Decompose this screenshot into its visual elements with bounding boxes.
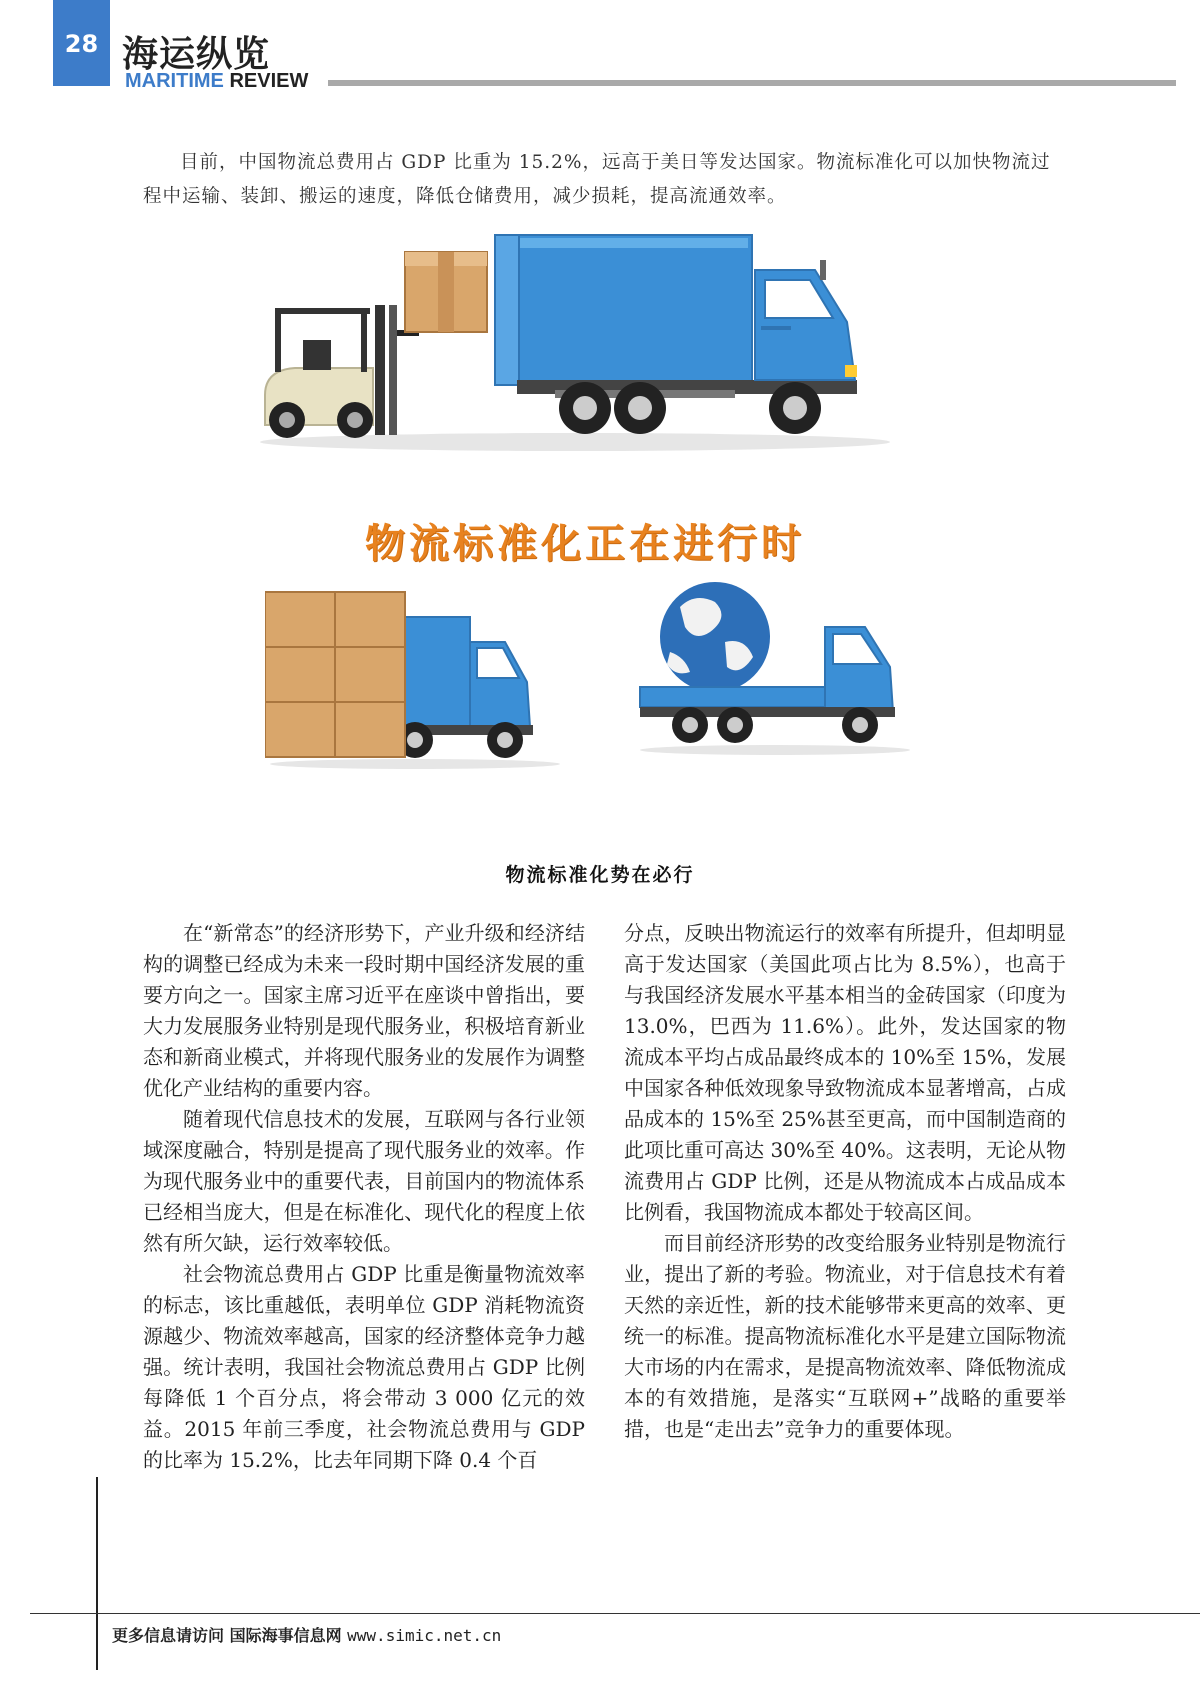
article-paragraph: 在“新常态”的经济形势下，产业升级和经济结构的调整已经成为未来一段时期中国经济发展的重要方向之一。国家主席习近平在座谈中曾指出，要大力发展服务业特别是现代服务业，积极培育新业态和新商业模式，并将现代服务业的发展作为调整优化产业结构的重要内容。 <box>143 921 585 1100</box>
subtitle-maritime: MARITIME <box>125 70 224 92</box>
footer-label: 更多信息请访问 国际海事信息网 <box>112 1626 342 1645</box>
globe-truck-illustration <box>635 582 920 772</box>
magazine-subtitle <box>125 70 308 93</box>
forklift-truck-illustration <box>255 230 895 455</box>
article-right-column <box>624 918 1066 1445</box>
magazine-title: 海运纵览 <box>122 34 271 75</box>
article-paragraph: 而目前经济形势的改变给服务业特别是物流行业，提出了新的考验。物流业，对于信息技术有着天然的亲近性，新的技术能够带来更高的效率、更统一的标准。提高物流标准化水平是建立国际物流大市场的内在需求，是提高物流效率、降低物流成本的有效措施，是落实“互联网+”战略的重要举措，也是“走出去”竞争力的重要体现。 <box>624 1231 1066 1441</box>
footer-rule <box>30 1613 1200 1614</box>
article-left-column <box>143 918 585 1476</box>
margin-rule <box>96 1477 98 1670</box>
footer-url[interactable]: www.simic.net.cn <box>347 1626 502 1645</box>
page-number: 28 <box>53 0 110 86</box>
banner-title: 物流标准化正在进行时 <box>365 521 805 567</box>
subtitle-review: REVIEW <box>229 70 309 92</box>
article-paragraph: 随着现代信息技术的发展，互联网与各行业领域深度融合，特别是提高了现代服务业的效率。作为现代服务业中的重要代表，目前国内的物流体系已经相当庞大，但是在标准化、现代化的程度上依然有所欠缺，运行效率较低。 <box>143 1107 585 1255</box>
intro-paragraph: 目前，中国物流总费用占 GDP 比重为 15.2%，远高于美日等发达国家。物流标准化可以加快物流过程中运输、装卸、搬运的速度，降低仓储费用，减少损耗，提高流通效率。 <box>143 152 1051 207</box>
boxes-truck-illustration <box>265 582 565 772</box>
article-paragraph: 社会物流总费用占 GDP 比重是衡量物流效率的标志，该比重越低，表明单位 GDP 消耗物流资源越少、物流效率越高，国家的经济整体竞争力越强。统计表明，我国社会物流总费用占 GDP 比例每降低 1 个百分点，将会带动 3 000 亿元的效益。2015 年前三季度，社会物流总费用与 GDP 的比率为 15.2%，比去年同期下降 0.4 个百 <box>143 1262 585 1472</box>
figure-caption: 物流标准化势在必行 <box>505 864 695 886</box>
footer <box>112 1623 501 1646</box>
header-rule <box>328 80 1176 86</box>
article-paragraph: 分点，反映出物流运行的效率有所提升，但却明显高于发达国家（美国此项占比为 8.5%），也高于与我国经济发展水平基本相当的金砖国家（印度为 13.0%，巴西为 11.6%）。此外，发达国家的物流成本平均占成品最终成本的 10%至 15%，发展中国家各种低效现象导致物流成本显著增高，占成品成本的 15%至 25%甚至更高，而中国制造商的此项比重可高达 30%至 40%。这表明，无论从物流费用占 GDP 比例，还是从物流成本占成品成本比例看，我国物流成本都处于较高区间。 <box>624 921 1066 1224</box>
